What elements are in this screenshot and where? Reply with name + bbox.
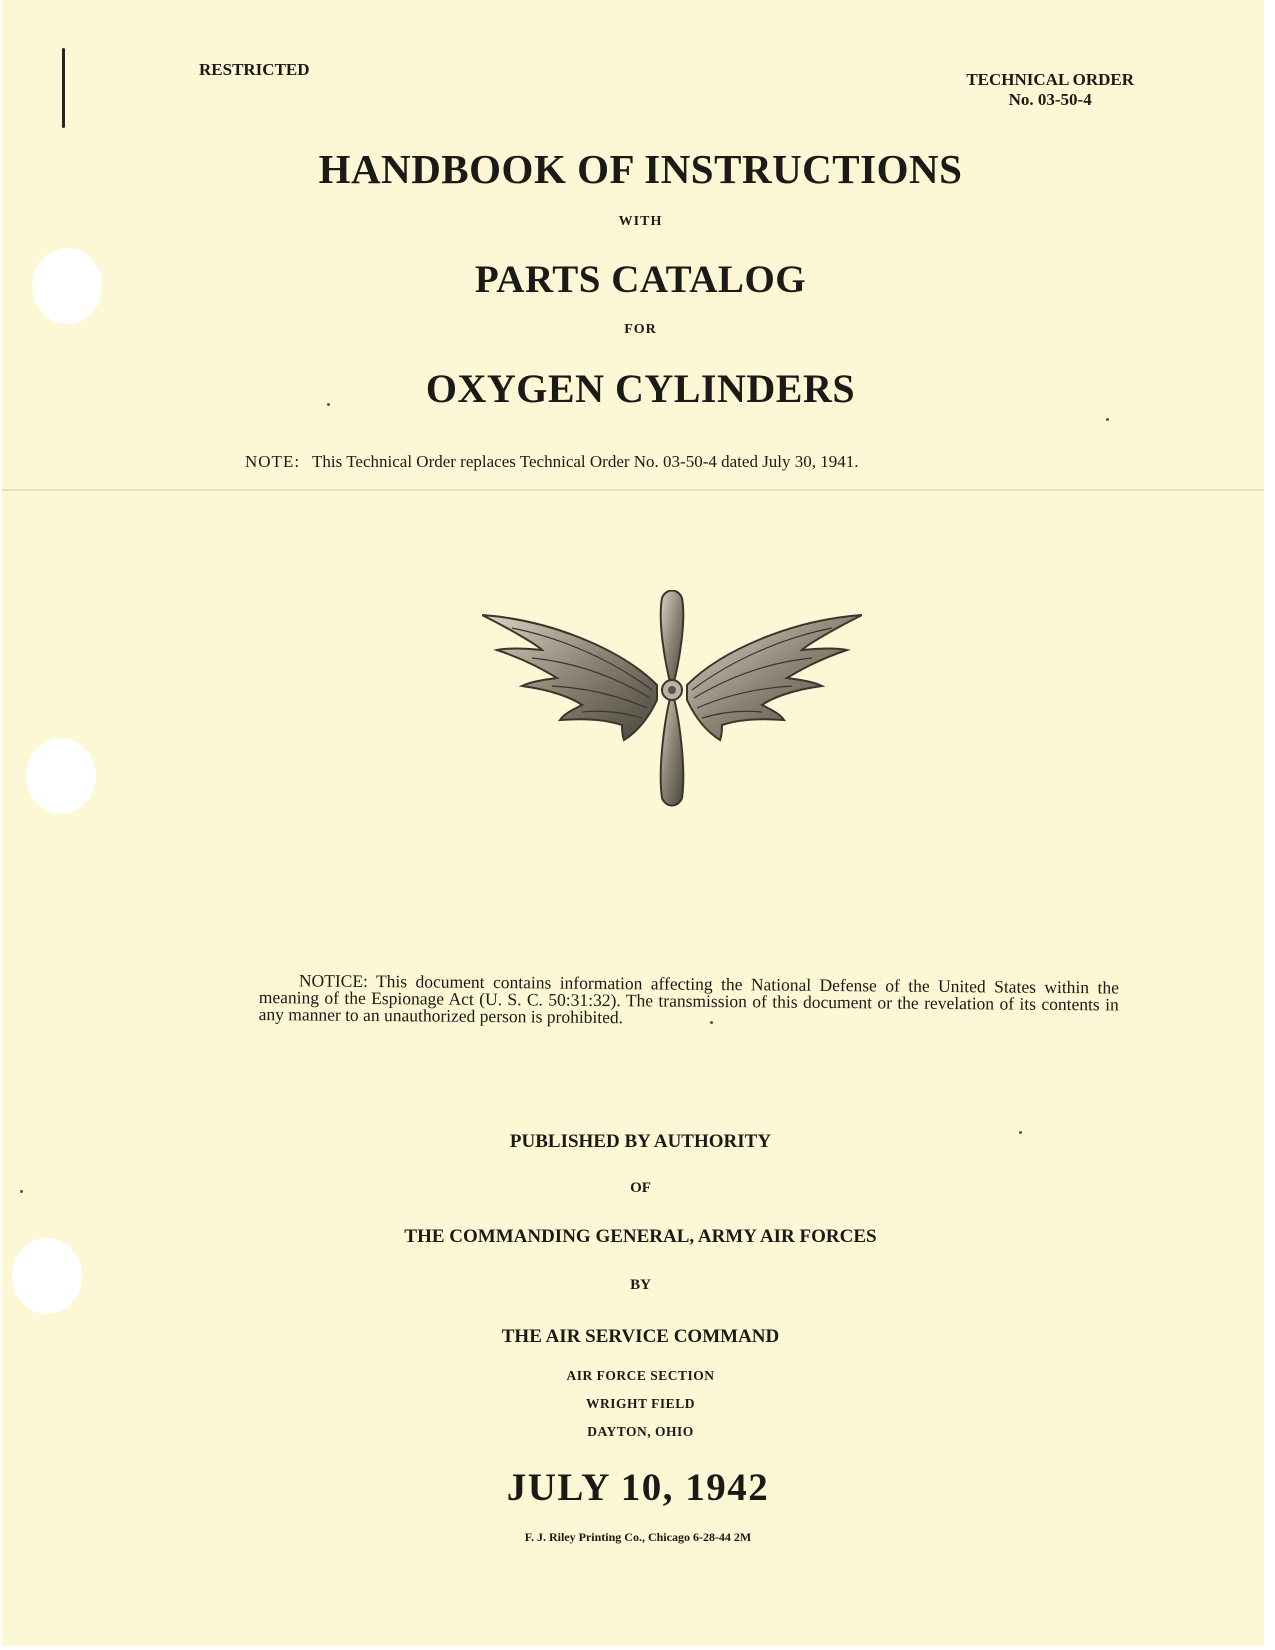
publication-line-3: THE COMMANDING GENERAL, ARMY AIR FORCES xyxy=(404,1226,877,1247)
publication-date: JULY 10, 1942 xyxy=(506,1466,770,1509)
printer-imprint: F. J. Riley Printing Co., Chicago 6-28-44 2M xyxy=(524,1530,752,1544)
note-label: NOTE: xyxy=(245,452,301,471)
paper-fold-line xyxy=(2,489,1264,491)
espionage-notice xyxy=(259,972,1119,1031)
punch-hole-middle xyxy=(26,738,96,814)
title-line-1: HANDBOOK OF INSTRUCTIONS xyxy=(318,146,963,192)
publication-line-2: OF xyxy=(630,1180,651,1196)
punch-hole-bottom xyxy=(12,1238,82,1314)
winged-propeller-emblem-icon xyxy=(482,590,862,830)
note-text: This Technical Order replaces Technical Order No. 03-50-4 dated July 30, 1941. xyxy=(312,452,859,471)
title-connector-for: FOR xyxy=(624,322,657,337)
publication-line-8: DAYTON, OHIO xyxy=(587,1424,694,1439)
title-line-3: OXYGEN CYLINDERS xyxy=(425,366,856,411)
replacement-note xyxy=(245,452,859,472)
publication-line-4: BY xyxy=(630,1277,651,1293)
technical-order-label: TECHNICAL ORDER xyxy=(966,70,1134,89)
publication-line-5: THE AIR SERVICE COMMAND xyxy=(501,1326,780,1347)
technical-order-block xyxy=(966,70,1134,110)
document-page xyxy=(2,0,1264,1646)
publication-line-7: WRIGHT FIELD xyxy=(586,1396,695,1411)
staple-mark xyxy=(62,48,65,128)
paper-speck xyxy=(1106,418,1109,421)
notice-text: NOTICE: This document contains information affecting the National Defense of the United States within the meaning of the Espionage Act (U. S. C. 50:31:32). The transmission of this document or the revelation of its contents in any manner to an unauthorized person is prohibited. xyxy=(258,970,1119,1028)
restricted-label: RESTRICTED xyxy=(199,60,310,79)
title-connector-with: WITH xyxy=(618,214,663,229)
publication-line-6: AIR FORCE SECTION xyxy=(566,1368,715,1383)
title-line-2: PARTS CATALOG xyxy=(474,258,807,301)
technical-order-number: No. 03-50-4 xyxy=(1008,90,1092,109)
publication-line-1: PUBLISHED BY AUTHORITY xyxy=(509,1131,772,1152)
